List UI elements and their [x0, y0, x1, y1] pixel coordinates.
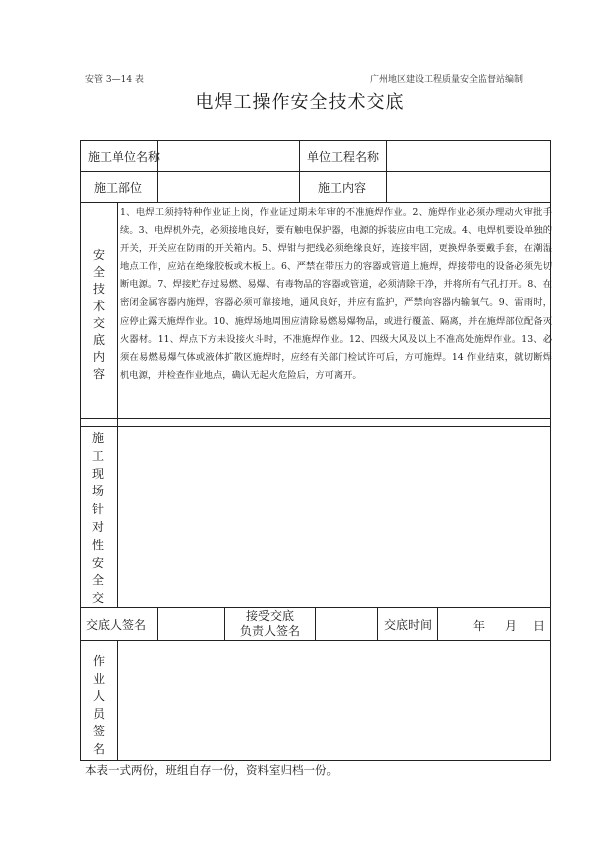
safety-content-label	[90, 247, 108, 383]
label-char: 安	[91, 555, 104, 570]
workers-signature-field[interactable]	[118, 641, 550, 760]
receiver-label-line2: 负责人签名	[239, 624, 300, 638]
footer-note: 本表一式两份，班组自存一份，资料室归档一份。	[85, 763, 338, 777]
label-char: 交	[91, 591, 104, 606]
table-border-bottom	[80, 760, 551, 761]
label-char: 底	[92, 333, 105, 347]
site-specific-label	[88, 430, 108, 608]
col-divider	[299, 140, 300, 202]
year-label: 年	[473, 619, 486, 633]
content-field[interactable]	[387, 172, 550, 202]
date-field[interactable]	[438, 608, 550, 640]
handover-person-label: 交底人签名	[86, 617, 147, 632]
table-border-left	[80, 140, 81, 761]
project-name-field[interactable]	[387, 141, 550, 171]
department-label: 施工部位	[94, 180, 143, 195]
project-name-label: 单位工程名称	[307, 149, 380, 164]
construction-unit-label: 施工单位名称	[88, 149, 161, 164]
label-char: 全	[92, 265, 105, 279]
workers-signature-label	[89, 653, 109, 758]
label-char: 施	[91, 431, 104, 445]
label-char: 技	[92, 282, 105, 296]
label-char: 性	[91, 537, 104, 552]
receiver-signature-field[interactable]	[316, 608, 377, 640]
label-char: 名	[92, 741, 105, 756]
receiver-label-line1: 接受交底	[245, 609, 294, 623]
label-char: 内	[92, 350, 105, 364]
department-field[interactable]	[158, 172, 299, 202]
month-label: 月	[505, 619, 518, 633]
label-char: 人	[92, 689, 105, 703]
label-char: 针	[91, 502, 104, 517]
form-code: 安管 3—14 表	[85, 75, 144, 85]
col-divider	[377, 607, 378, 640]
label-char: 作	[92, 654, 105, 668]
construction-unit-field[interactable]	[158, 141, 299, 171]
row-divider	[80, 202, 551, 203]
receiver-label	[225, 609, 315, 639]
label-char: 安	[92, 248, 105, 262]
row-divider	[80, 418, 551, 419]
label-char: 工	[91, 448, 104, 463]
day-label: 日	[533, 619, 546, 633]
label-char: 签	[92, 724, 105, 738]
publisher: 广州地区建设工程质量安全监督站编制	[370, 75, 524, 85]
label-char: 对	[91, 519, 104, 534]
safety-content-text: 1、电焊工须持特种作业证上岗，作业证过期未年审的不准施焊作业。2、施焊作业必须办理动火审批手续。3、电焊机外壳，必须接地良好，要有触电保护器，电源的拆装应由电工完成。4、电焊机要设单独的开关，开关应在防雨的开关箱内。5、焊钳与把线必须绝缘良好，连接牢固，更换焊条要戴手套，在潮湿地点工作，应站在绝缘胶板或木板上。6、严禁在带压力的容器或管道上施焊，焊接带电的设备必须先切断电源。7、焊接贮存过易燃、易爆、有毒物品的容器或管道，必须清除干净，并将所有气孔打开。8、在密闭金属容器内施焊，容器必须可靠接地，通风良好，并应有监护，严禁向容器内输氧气。9、雷雨时，应停止露天施焊作业。10、施焊场地周围应清除易燃易爆物品，或进行覆盖、隔离，并在施焊部位配备灭火器材。11、焊点下方未设接火斗时，不准施焊作业。12、四级大风及以上不准高处施焊作业。13、必须在易燃易爆气体或液体扩散区施焊时，应经有关部门检试许可后，方可施焊。14 作业结束，就切断焊机电源，并检查作业地点，确认无起火危险后，方可离开。	[120, 207, 552, 381]
document-title: 电焊工操作安全技术交底	[195, 92, 405, 113]
time-label: 交底时间	[384, 617, 433, 632]
label-char: 术	[92, 299, 105, 313]
site-specific-field[interactable]	[118, 427, 550, 607]
handover-person-signature-field[interactable]	[158, 608, 224, 640]
content-label: 施工内容	[318, 180, 367, 195]
label-char: 员	[92, 706, 105, 721]
label-char: 场	[91, 484, 104, 499]
label-char: 全	[91, 573, 104, 588]
label-char: 业	[92, 671, 105, 686]
label-char: 现	[91, 466, 104, 481]
label-char: 交	[92, 316, 105, 330]
label-char: 容	[92, 367, 105, 381]
